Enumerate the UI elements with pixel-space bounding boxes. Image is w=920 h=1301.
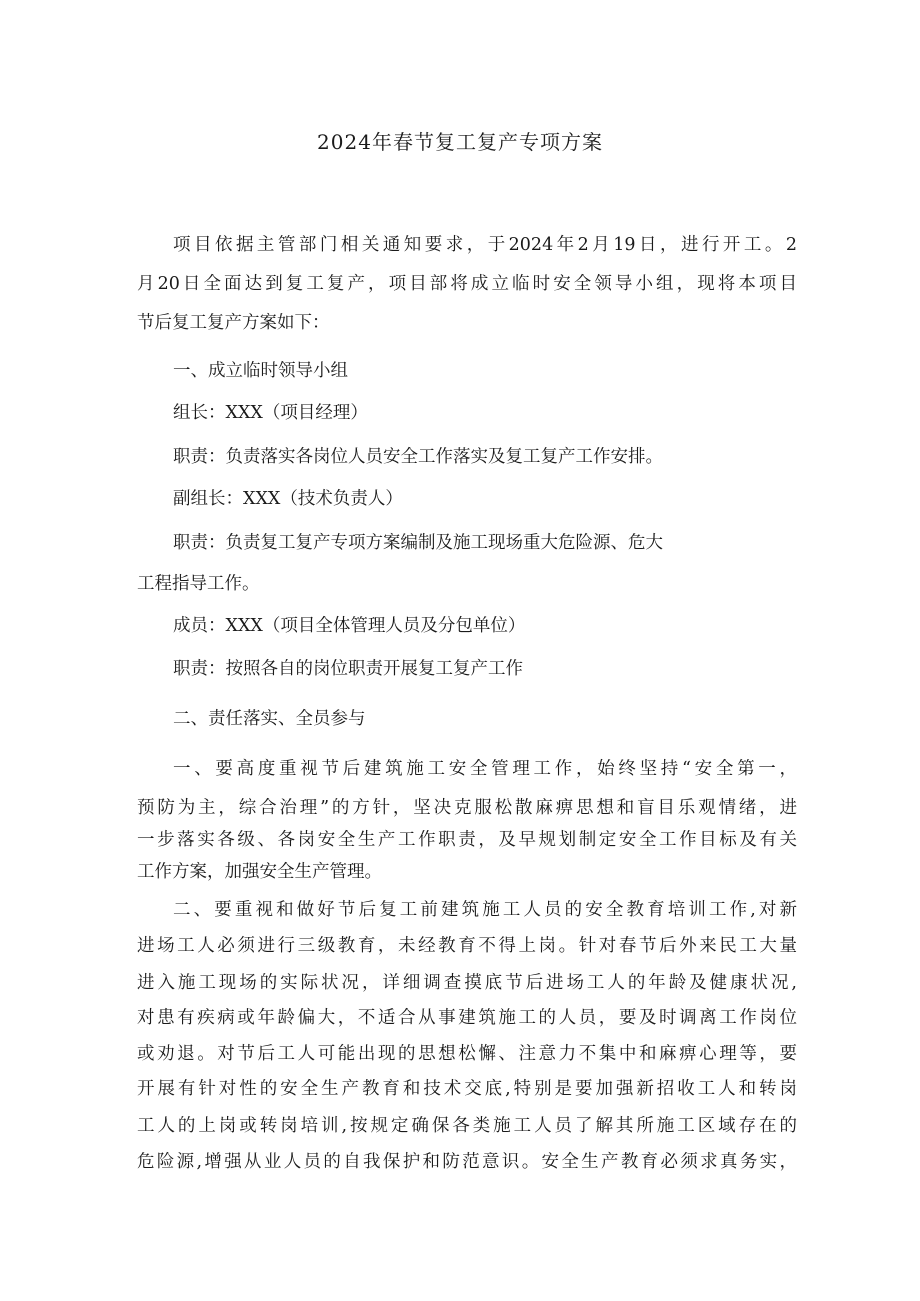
paragraph-line: 工作方案，加强安全生产管理。 — [137, 862, 382, 882]
paragraph-line: 二、要重视和做好节后复工前建筑施工人员的安全教育培训工作,对新 — [173, 900, 797, 920]
paragraph-line: 项目依据主管部门相关通知要求，于2024年2月19日，进行开工。2 — [173, 235, 797, 255]
paragraph-line: 成员：XXX（项目全体管理人员及分包单位） — [173, 616, 526, 636]
paragraph-line: 工程指导工作。 — [137, 574, 260, 594]
paragraph-line: 月20日全面达到复工复产，项目部将成立临时安全领导小组，现将本项目 — [137, 274, 797, 294]
paragraph-line: 职责：负责复工复产专项方案编制及施工现场重大危险源、危大 — [173, 533, 663, 553]
section-heading: 一、成立临时领导小组 — [173, 361, 348, 381]
paragraph-line: 工人的上岗或转岗培训,按规定确保各类施工人员了解其所施工区域存在的 — [137, 1116, 797, 1136]
paragraph-line: 对患有疾病或年龄偏大，不适合从事建筑施工的人员，要及时调离工作岗位 — [137, 1008, 797, 1028]
paragraph-line: 危险源,增强从业人员的自我保护和防范意识。安全生产教育必须求真务实， — [137, 1152, 797, 1172]
paragraph-line: 一步落实各级、各岗安全生产工作职责，及早规划制定安全工作目标及有关 — [137, 830, 797, 850]
paragraph-line: 组长：XXX（项目经理） — [173, 403, 368, 423]
section-heading: 二、责任落实、全员参与 — [173, 709, 366, 729]
paragraph-line: 进入施工现场的实际状况，详细调查摸底节后进场工人的年龄及健康状况, — [137, 973, 797, 993]
document-title: 2024年春节复工复产专项方案 — [317, 130, 603, 154]
paragraph-line: 职责：按照各自的岗位职责开展复工复产工作 — [173, 659, 523, 679]
paragraph-line: 职责：负责落实各岗位人员安全工作落实及复工复产工作安排。 — [173, 447, 663, 467]
paragraph-line: 节后复工复产方案如下： — [137, 313, 330, 333]
paragraph-line: 或劝退。对节后工人可能出现的思想松懈、注意力不集中和麻痹心理等，要 — [137, 1044, 797, 1064]
paragraph-line: 开展有针对性的安全生产教育和技术交底,特别是要加强新招收工人和转岗 — [137, 1079, 797, 1099]
paragraph-line: 副组长：XXX（技术负责人） — [173, 489, 403, 509]
paragraph-line: 进场工人必须进行三级教育，未经教育不得上岗。针对春节后外来民工大量 — [137, 936, 797, 956]
paragraph-line: 预防为主，综合治理”的方针，坚决克服松散麻痹思想和盲目乐观情绪，进 — [137, 798, 797, 818]
paragraph-line: 一、要高度重视节后建筑施工安全管理工作，始终坚持“安全第一， — [173, 759, 797, 779]
